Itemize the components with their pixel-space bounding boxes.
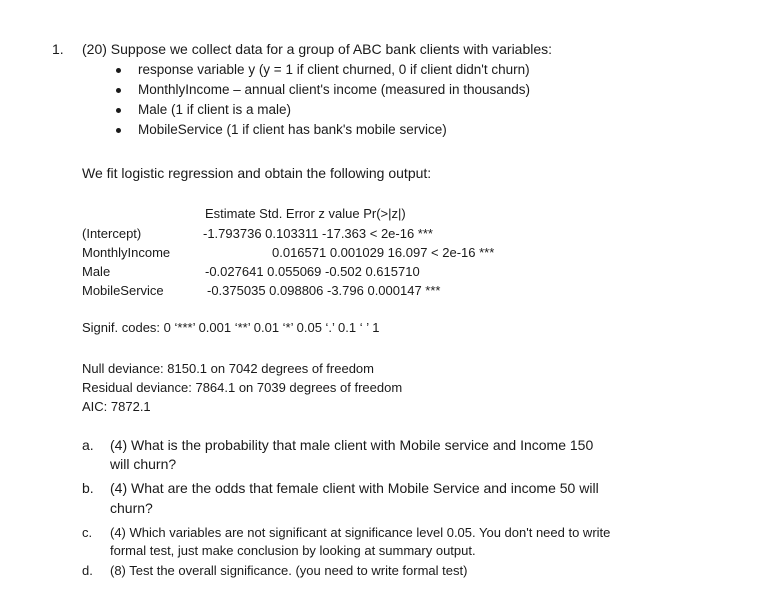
coef-values: -1.793736 0.103311 -17.363 < 2e-16 *** [203, 226, 433, 241]
subquestion-line: (4) What is the probability that male client with Mobile service and Income 150 [110, 437, 594, 453]
subquestion-letter: a. [82, 437, 94, 453]
signif-codes: Signif. codes: 0 ‘***’ 0.001 ‘**’ 0.01 ‘*’ 0.05 ‘.’ 0.1 ‘ ’ 1 [82, 320, 380, 335]
coef-term: MobileService [82, 283, 164, 298]
subquestion-letter: b. [82, 480, 94, 496]
coef-values: -0.375035 0.098806 -3.796 0.000147 *** [207, 283, 441, 298]
question-intro: (20) Suppose we collect data for a group of ABC bank clients with variables: [82, 41, 553, 57]
bullet-icon [116, 88, 121, 93]
variable-item: MonthlyIncome – annual client's income (measured in thousands) [112, 80, 530, 100]
subquestion-line: (4) Which variables are not significant at significance level 0.05. You don't need to write [110, 525, 611, 540]
variable-item: Male (1 if client is a male) [112, 100, 530, 120]
variable-item: response variable y (y = 1 if client churned, 0 if client didn't churn) [112, 60, 530, 80]
bullet-icon [116, 108, 121, 113]
variable-list [112, 60, 530, 140]
subquestion-line: (8) Test the overall significance. (you need to write formal test) [110, 563, 468, 578]
variable-item: MobileService (1 if client has bank's mobile service) [112, 120, 530, 140]
coef-header: Estimate Std. Error z value Pr(>|z|) [205, 206, 406, 221]
subquestion-letter: c. [82, 525, 93, 540]
coef-term: (Intercept) [82, 226, 142, 241]
subquestion-line: (4) What are the odds that female client with Mobile Service and income 50 will [110, 480, 599, 496]
subquestion-line: churn? [110, 500, 153, 516]
subquestion-line: will churn? [110, 456, 177, 472]
subquestion-letter: d. [82, 563, 93, 578]
aic: AIC: 7872.1 [82, 399, 151, 414]
null-deviance: Null deviance: 8150.1 on 7042 degrees of freedom [82, 361, 374, 376]
fit-text: We fit logistic regression and obtain the following output: [82, 165, 432, 181]
bullet-icon [116, 68, 121, 73]
coef-term: MonthlyIncome [82, 245, 171, 260]
residual-deviance: Residual deviance: 7864.1 on 7039 degrees of freedom [82, 380, 403, 395]
question-number: 1. [52, 41, 64, 57]
coef-values: -0.027641 0.055069 -0.502 0.615710 [205, 264, 420, 279]
subquestion-line: formal test, just make conclusion by looking at summary output. [110, 543, 476, 558]
coef-term: Male [82, 264, 111, 279]
bullet-icon [116, 128, 121, 133]
coef-values: 0.016571 0.001029 16.097 < 2e-16 *** [272, 245, 495, 260]
